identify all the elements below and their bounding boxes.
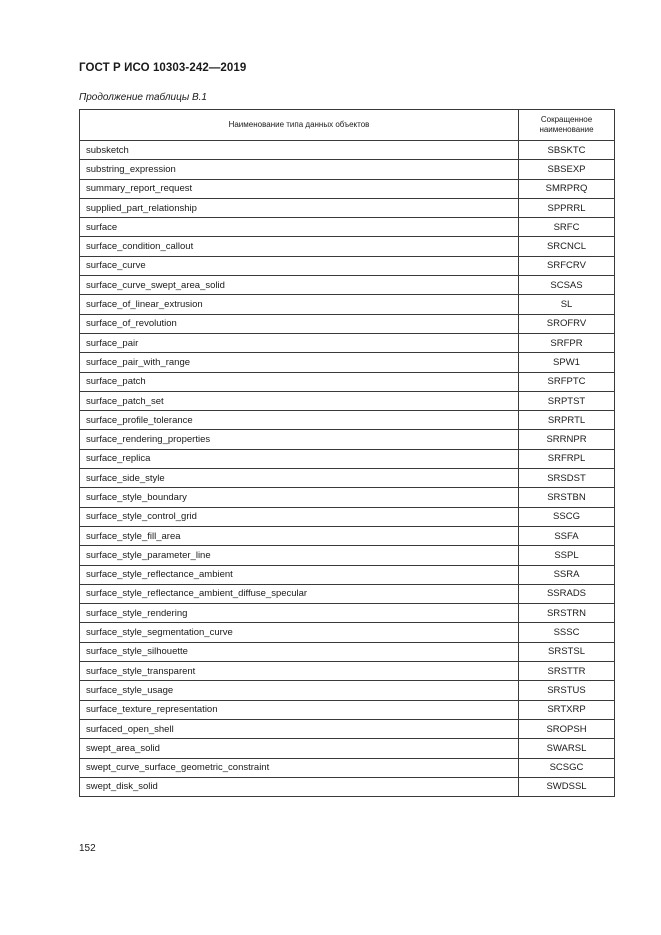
column-header-abbreviation: Сокращенное наименование xyxy=(519,110,615,141)
data-type-name-cell: surface_replica xyxy=(80,449,519,468)
table-row xyxy=(80,777,615,796)
abbreviation-cell: SSRA xyxy=(519,565,615,584)
abbreviation-cell: SRSTRN xyxy=(519,604,615,623)
data-type-name-cell: surface_style_boundary xyxy=(80,488,519,507)
abbreviation-cell: SRCNCL xyxy=(519,237,615,256)
data-type-name-cell: surface_condition_callout xyxy=(80,237,519,256)
abbreviation-cell: SRSDST xyxy=(519,469,615,488)
abbreviation-cell: SRSTUS xyxy=(519,681,615,700)
table-row xyxy=(80,642,615,661)
table-row xyxy=(80,546,615,565)
data-type-name-cell: surface_of_linear_extrusion xyxy=(80,295,519,314)
table-row xyxy=(80,526,615,545)
abbreviation-cell: SBSKTC xyxy=(519,141,615,160)
table-row xyxy=(80,295,615,314)
data-type-name-cell: swept_disk_solid xyxy=(80,777,519,796)
abbreviation-cell: SROPSH xyxy=(519,719,615,738)
abbreviation-cell: SL xyxy=(519,295,615,314)
table-row xyxy=(80,179,615,198)
table-body xyxy=(80,141,615,797)
table-row xyxy=(80,411,615,430)
abbreviation-cell: SWARSL xyxy=(519,739,615,758)
page-number: 152 xyxy=(79,843,96,854)
data-type-name-cell: surface_of_revolution xyxy=(80,314,519,333)
table-row xyxy=(80,604,615,623)
table-header-row xyxy=(80,110,615,141)
abbreviation-cell: SRSTBN xyxy=(519,488,615,507)
data-type-name-cell: surface_style_rendering xyxy=(80,604,519,623)
table-row xyxy=(80,565,615,584)
abbreviation-cell: SRFRPL xyxy=(519,449,615,468)
abbreviation-cell: SSSC xyxy=(519,623,615,642)
data-type-name-cell: surface_pair xyxy=(80,333,519,352)
column-header-name: Наименование типа данных объектов xyxy=(80,110,519,141)
abbreviation-cell: SRSTTR xyxy=(519,662,615,681)
table-row xyxy=(80,488,615,507)
abbreviation-cell: SMRPRQ xyxy=(519,179,615,198)
data-type-name-cell: surface_style_usage xyxy=(80,681,519,700)
table-row xyxy=(80,623,615,642)
data-type-name-cell: surfaced_open_shell xyxy=(80,719,519,738)
data-type-name-cell: subsketch xyxy=(80,141,519,160)
table-row xyxy=(80,160,615,179)
abbreviation-cell: SRRNPR xyxy=(519,430,615,449)
data-type-name-cell: surface_curve xyxy=(80,256,519,275)
data-type-name-cell: swept_area_solid xyxy=(80,739,519,758)
table-caption: Продолжение таблицы В.1 xyxy=(79,92,207,103)
abbreviation-cell: SBSEXP xyxy=(519,160,615,179)
table-row xyxy=(80,681,615,700)
abbreviation-cell: SROFRV xyxy=(519,314,615,333)
data-type-name-cell: surface_style_silhouette xyxy=(80,642,519,661)
abbreviation-cell: SRFPTC xyxy=(519,372,615,391)
abbreviation-cell: SSPL xyxy=(519,546,615,565)
data-type-name-cell: surface_side_style xyxy=(80,469,519,488)
abbreviation-cell: SRSTSL xyxy=(519,642,615,661)
document-header: ГОСТ Р ИСО 10303-242—2019 xyxy=(79,62,247,74)
table-row xyxy=(80,353,615,372)
abbreviation-cell: SSCG xyxy=(519,507,615,526)
data-type-name-cell: supplied_part_relationship xyxy=(80,198,519,217)
data-type-name-cell: surface_texture_representation xyxy=(80,700,519,719)
data-type-name-cell: surface_style_segmentation_curve xyxy=(80,623,519,642)
abbreviation-cell: SPW1 xyxy=(519,353,615,372)
data-type-name-cell: surface_profile_tolerance xyxy=(80,411,519,430)
table-row xyxy=(80,391,615,410)
abbreviation-cell: SRFPR xyxy=(519,333,615,352)
data-type-name-cell: surface_style_transparent xyxy=(80,662,519,681)
table-row xyxy=(80,719,615,738)
data-types-table xyxy=(79,109,615,797)
abbreviation-cell: SPPRRL xyxy=(519,198,615,217)
table-row xyxy=(80,469,615,488)
table-row xyxy=(80,333,615,352)
table-row xyxy=(80,758,615,777)
data-type-name-cell: surface_patch_set xyxy=(80,391,519,410)
data-type-name-cell: surface_style_fill_area xyxy=(80,526,519,545)
table-row xyxy=(80,507,615,526)
table-row xyxy=(80,256,615,275)
table-row xyxy=(80,700,615,719)
table-row xyxy=(80,276,615,295)
data-type-name-cell: surface_style_parameter_line xyxy=(80,546,519,565)
abbreviation-cell: SWDSSL xyxy=(519,777,615,796)
data-type-name-cell: surface_pair_with_range xyxy=(80,353,519,372)
table-row xyxy=(80,430,615,449)
table-row xyxy=(80,372,615,391)
data-type-name-cell: surface_style_reflectance_ambient xyxy=(80,565,519,584)
abbreviation-cell: SSFA xyxy=(519,526,615,545)
data-type-name-cell: surface_style_control_grid xyxy=(80,507,519,526)
abbreviation-cell: SRFC xyxy=(519,218,615,237)
abbreviation-cell: SRTXRP xyxy=(519,700,615,719)
abbreviation-cell: SRPRTL xyxy=(519,411,615,430)
table-row xyxy=(80,198,615,217)
table-row xyxy=(80,449,615,468)
abbreviation-cell: SCSAS xyxy=(519,276,615,295)
data-type-name-cell: swept_curve_surface_geometric_constraint xyxy=(80,758,519,777)
table-row xyxy=(80,314,615,333)
data-type-name-cell: surface_rendering_properties xyxy=(80,430,519,449)
table-row xyxy=(80,237,615,256)
data-type-name-cell: surface xyxy=(80,218,519,237)
table-row xyxy=(80,739,615,758)
abbreviation-cell: SCSGC xyxy=(519,758,615,777)
data-type-name-cell: surface_patch xyxy=(80,372,519,391)
abbreviation-cell: SSRADS xyxy=(519,584,615,603)
data-type-name-cell: substring_expression xyxy=(80,160,519,179)
table-row xyxy=(80,584,615,603)
table-row xyxy=(80,662,615,681)
data-type-name-cell: summary_report_request xyxy=(80,179,519,198)
abbreviation-cell: SRFCRV xyxy=(519,256,615,275)
table-row xyxy=(80,218,615,237)
data-type-name-cell: surface_curve_swept_area_solid xyxy=(80,276,519,295)
data-type-name-cell: surface_style_reflectance_ambient_diffuse_specular xyxy=(80,584,519,603)
table-row xyxy=(80,141,615,160)
abbreviation-cell: SRPTST xyxy=(519,391,615,410)
